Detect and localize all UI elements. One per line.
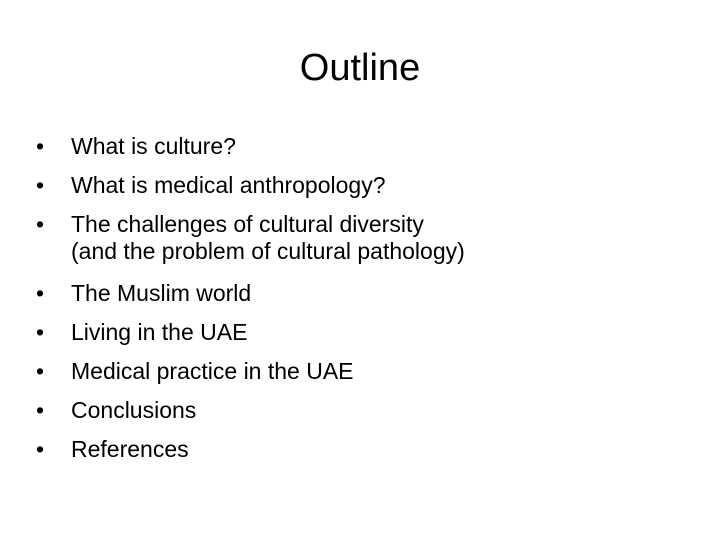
list-item <box>36 166 696 205</box>
bullet-icon: • <box>36 436 45 462</box>
list-item <box>36 313 696 352</box>
list-item <box>36 127 696 166</box>
bullet-icon: • <box>36 397 45 423</box>
bullet-continuation-text: (and the problem of cultural pathology) <box>71 238 465 264</box>
bullet-text: What is medical anthropology? <box>71 172 386 198</box>
bullet-icon: • <box>36 358 45 384</box>
slide-title: Outline <box>299 47 421 89</box>
bullet-text: The Muslim world <box>71 280 252 306</box>
list-item <box>36 352 696 391</box>
list-item <box>36 430 696 469</box>
bullet-text: What is culture? <box>71 133 236 159</box>
list-item <box>36 391 696 430</box>
bullet-icon: • <box>36 319 45 345</box>
bullet-icon: • <box>36 172 45 198</box>
bullet-text: References <box>71 436 189 462</box>
bullet-icon: • <box>36 280 45 306</box>
bullet-icon: • <box>36 133 45 159</box>
bullet-text: Conclusions <box>71 397 197 423</box>
bullet-text: Living in the UAE <box>71 319 248 345</box>
list-item <box>36 205 696 266</box>
bullet-text: The challenges of cultural diversity <box>71 211 424 237</box>
bullet-list <box>36 127 696 469</box>
list-item <box>36 274 696 313</box>
bullet-icon: • <box>36 211 45 237</box>
bullet-text: Medical practice in the UAE <box>71 358 354 384</box>
